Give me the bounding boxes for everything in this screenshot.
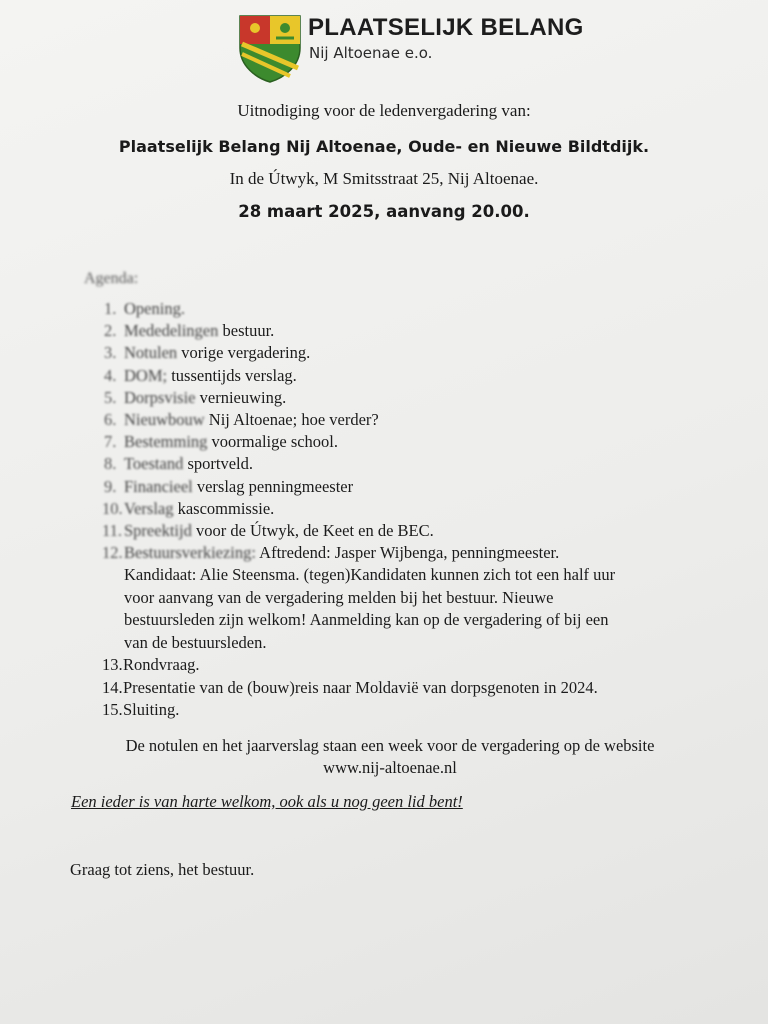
agenda-item-continuation: van de bestuursleden.	[124, 632, 267, 652]
agenda-item	[104, 654, 714, 676]
agenda-item-continuation: voor aanvang van de vergadering melden bij het bestuur. Nieuwe	[124, 587, 554, 607]
meeting-venue: In de Útwyk, M Smitsstraat 25, Nij Altoenae.	[229, 169, 539, 188]
agenda-item-number: 6.	[104, 410, 117, 430]
agenda-item-text: Nij Altoenae; hoe verder?	[204, 410, 379, 430]
agenda-item-head: Dorpsvisie	[124, 387, 196, 407]
agenda-item-head: Verslag	[124, 498, 174, 518]
org-name: PLAATSELIJK BELANG	[308, 14, 584, 41]
agenda-item-head: DOM;	[124, 365, 168, 385]
agenda-item-number: 11.	[102, 521, 123, 541]
agenda-item	[104, 476, 714, 498]
agenda-item-head: Nieuwbouw	[124, 410, 205, 430]
agenda-item-text: tussentijds verslag.	[167, 365, 297, 385]
agenda-item-head: Financieel	[124, 476, 193, 496]
agenda-item	[104, 677, 714, 699]
invitation-intro: Uitnodiging voor de ledenvergadering van:	[237, 101, 531, 120]
agenda-item	[104, 498, 714, 520]
association-name: Plaatselijk Belang Nij Altoenae, Oude- en Nieuwe Bildtdijk.	[118, 137, 650, 156]
agenda-item-head: Toestand	[124, 454, 184, 474]
welcome-note: Een ieder is van harte welkom, ook als u nog geen lid bent!	[71, 792, 463, 811]
agenda-item	[104, 320, 714, 342]
agenda-item	[104, 342, 714, 364]
agenda-list	[104, 298, 714, 721]
agenda-item	[104, 298, 714, 320]
agenda-item-number: 15.	[102, 699, 123, 719]
closing-greeting: Graag tot ziens, het bestuur.	[70, 860, 255, 879]
agenda-item-text: Rondvraag.	[123, 655, 200, 675]
agenda-item-number: 14.	[102, 677, 123, 697]
agenda-item	[104, 431, 714, 453]
website-link: www.nij-altoenae.nl	[323, 758, 457, 777]
agenda-item	[104, 542, 714, 654]
agenda-item-text: vernieuwing.	[195, 387, 287, 407]
shield-logo-icon	[238, 14, 302, 84]
agenda-item-head: Mededelingen	[124, 321, 219, 341]
agenda-item-text: voor de Útwyk, de Keet en de BEC.	[191, 521, 434, 541]
agenda-item-number: 12.	[102, 543, 123, 563]
agenda-item-continuation: bestuursleden zijn welkom! Aanmelding kan op de vergadering of bij een	[124, 610, 609, 630]
agenda-item	[104, 387, 714, 409]
agenda-item-number: 5.	[104, 387, 117, 407]
org-subtitle: Nij Altoenae e.o.	[309, 44, 433, 62]
agenda-item	[104, 365, 714, 387]
agenda-item-text: verslag penningmeester	[192, 476, 354, 496]
agenda-item	[104, 453, 714, 475]
agenda-item-text: sportveld.	[183, 454, 254, 474]
agenda-item-text: bestuur.	[218, 321, 275, 341]
agenda-item-number: 8.	[104, 454, 117, 474]
agenda-item-continuation: Kandidaat: Alie Steensma. (tegen)Kandidaten kunnen zich tot een half uur	[124, 565, 616, 585]
agenda-item-head: Bestemming	[124, 432, 208, 452]
agenda-item-number: 1.	[104, 299, 117, 318]
meeting-date: 28 maart 2025, aanvang 20.00.	[238, 202, 530, 221]
agenda-item-text: vorige vergadering.	[177, 343, 311, 363]
agenda-item-number: 3.	[104, 343, 117, 363]
agenda-item-head: Notulen	[124, 343, 178, 363]
agenda-item-text: Sluiting.	[123, 699, 180, 719]
agenda-item-head: Spreektijd	[124, 521, 192, 541]
agenda-item-number: 9.	[104, 476, 117, 496]
notes-paragraph	[70, 736, 710, 778]
agenda-item-text: Presentatie van de (bouw)reis naar Moldavië van dorpsgenoten in 2024.	[123, 677, 598, 697]
agenda-item-head: Opening.	[124, 299, 185, 318]
agenda-item	[104, 699, 714, 721]
agenda-item-number: 10.	[102, 498, 123, 518]
agenda-item	[104, 409, 714, 431]
agenda-item-head: Bestuursverkiezing:	[124, 543, 256, 563]
agenda-item-number: 2.	[104, 321, 117, 341]
agenda-item-number: 7.	[104, 432, 117, 452]
agenda-item-text: Aftredend: Jasper Wijbenga, penningmeester.	[255, 543, 560, 563]
agenda-label: Agenda:	[84, 270, 139, 287]
notes-text: De notulen en het jaarverslag staan een week voor de vergadering op de website	[125, 736, 655, 755]
agenda-item-text: kascommissie.	[173, 498, 275, 518]
agenda-item	[104, 520, 714, 542]
agenda-item-number: 4.	[104, 365, 117, 385]
agenda-item-text: voormalige school.	[207, 432, 339, 452]
agenda-item-number: 13.	[102, 655, 123, 675]
